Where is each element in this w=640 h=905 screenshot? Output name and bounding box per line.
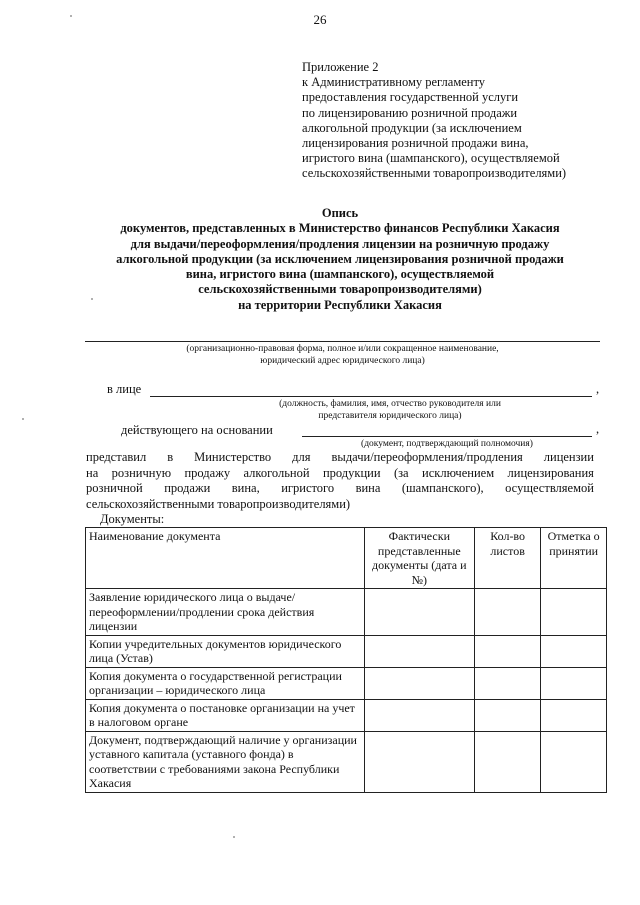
in-person-fill-line[interactable]: [150, 396, 592, 397]
table-row: [86, 699, 607, 731]
statement-line-1: представил в Министерство для выдачи/переоформления/продления лицензии: [86, 450, 594, 464]
document-name-cell: Документ, подтверждающий наличие у организации уставного капитала (уставного фонда) в соответствии с требованиями закона Республики Хакасия: [86, 731, 365, 792]
scan-speck: [233, 836, 235, 838]
document-title: [80, 206, 600, 313]
column-header-actual-documents: Фактически представленные документы (дата и №): [364, 528, 474, 589]
title-line: для выдачи/переоформления/продления лицензии на розничную продажу: [130, 236, 550, 251]
acceptance-mark-cell[interactable]: [541, 589, 607, 636]
appendix-line: алкогольной продукции (за исключением: [302, 120, 522, 135]
column-header-document-name: Наименование документа: [86, 528, 365, 589]
appendix-line: Приложение 2: [302, 60, 379, 74]
scan-speck: [22, 418, 24, 420]
statement-line-2: на розничную продажу алкогольной продукции (за исключением лицензирования: [86, 465, 594, 480]
actual-documents-cell[interactable]: [364, 667, 474, 699]
scan-speck: [70, 15, 72, 17]
appendix-line: к Административному регламенту: [302, 75, 486, 90]
table-row: [86, 589, 607, 636]
documents-table: [85, 527, 607, 793]
caption-line: (организационно-правовая форма, полное и/или сокращенное наименование,: [186, 344, 499, 354]
acting-basis-comma: ,: [596, 422, 600, 436]
actual-documents-cell[interactable]: [364, 589, 474, 636]
actual-documents-cell[interactable]: [364, 699, 474, 731]
acceptance-mark-cell[interactable]: [541, 699, 607, 731]
sheet-count-cell[interactable]: [475, 635, 541, 667]
appendix-line: по лицензированию розничной продажи: [302, 105, 518, 120]
caption-line: юридический адрес юридического лица): [260, 356, 425, 366]
document-name-cell: Копия документа о государственной регистрации организации – юридического лица: [86, 667, 365, 699]
table-row: [86, 667, 607, 699]
acting-basis-caption: (документ, подтверждающий полномочия): [361, 439, 533, 449]
statement-paragraph: [86, 450, 594, 528]
appendix-line: предоставления государственной услуги: [302, 90, 519, 105]
table-header-row: [86, 528, 607, 589]
acting-basis-label: действующего на основании: [121, 423, 273, 437]
in-person-comma: ,: [596, 382, 600, 396]
title-line: на территории Республики Хакасия: [238, 297, 442, 312]
sheet-count-cell[interactable]: [475, 731, 541, 792]
actual-documents-cell[interactable]: [364, 635, 474, 667]
table-row: [86, 731, 607, 792]
acceptance-mark-cell[interactable]: [541, 667, 607, 699]
statement-line-4: сельскохозяйственными товаропроизводителями): [86, 496, 351, 511]
appendix-line: сельскохозяйственными товаропроизводителями): [302, 166, 567, 181]
organization-caption: [85, 343, 600, 367]
page-number: 26: [313, 12, 327, 27]
acceptance-mark-cell[interactable]: [541, 635, 607, 667]
table-row: [86, 635, 607, 667]
appendix-line: игристого вина (шампанского), осуществляемой: [302, 151, 560, 166]
acting-basis-fill-line[interactable]: [302, 436, 592, 437]
appendix-line: лицензирования розничной продажи вина,: [302, 136, 529, 151]
document-name-cell: Копия документа о постановке организации на учет в налоговом органе: [86, 699, 365, 731]
documents-label: Документы:: [100, 512, 165, 526]
title-line: сельскохозяйственными товаропроизводителями): [198, 282, 482, 297]
sheet-count-cell[interactable]: [475, 667, 541, 699]
column-header-sheet-count: Кол-во листов: [475, 528, 541, 589]
column-header-acceptance-mark: Отметка о принятии: [541, 528, 607, 589]
title-line: алкогольной продукции (за исключением лицензирования розничной продажи: [116, 251, 564, 266]
title-line: вина, игристого вина (шампанского), осуществляемой: [185, 267, 495, 282]
organization-fill-line[interactable]: [85, 341, 600, 342]
in-person-label: в лице: [107, 382, 142, 396]
title-line: документов, представленных в Министерство финансов Республики Хакасия: [120, 221, 560, 236]
actual-documents-cell[interactable]: [364, 731, 474, 792]
acceptance-mark-cell[interactable]: [541, 731, 607, 792]
sheet-count-cell[interactable]: [475, 699, 541, 731]
sheet-count-cell[interactable]: [475, 589, 541, 636]
scan-speck: [91, 298, 93, 300]
caption-line: представителя юридического лица): [318, 411, 462, 421]
title-line: Опись: [321, 206, 359, 220]
caption-line: (должность, фамилия, имя, отчество руководителя или: [279, 399, 501, 409]
statement-line-3: розничной продажи вина, игристого вина (шампанского), осуществляемой: [86, 481, 594, 495]
document-name-cell: Копии учредительных документов юридического лица (Устав): [86, 635, 365, 667]
document-name-cell: Заявление юридического лица о выдаче/переоформлении/продлении срока действия лицензии: [86, 589, 365, 636]
appendix-header: [302, 60, 612, 182]
in-person-caption: [180, 398, 600, 422]
